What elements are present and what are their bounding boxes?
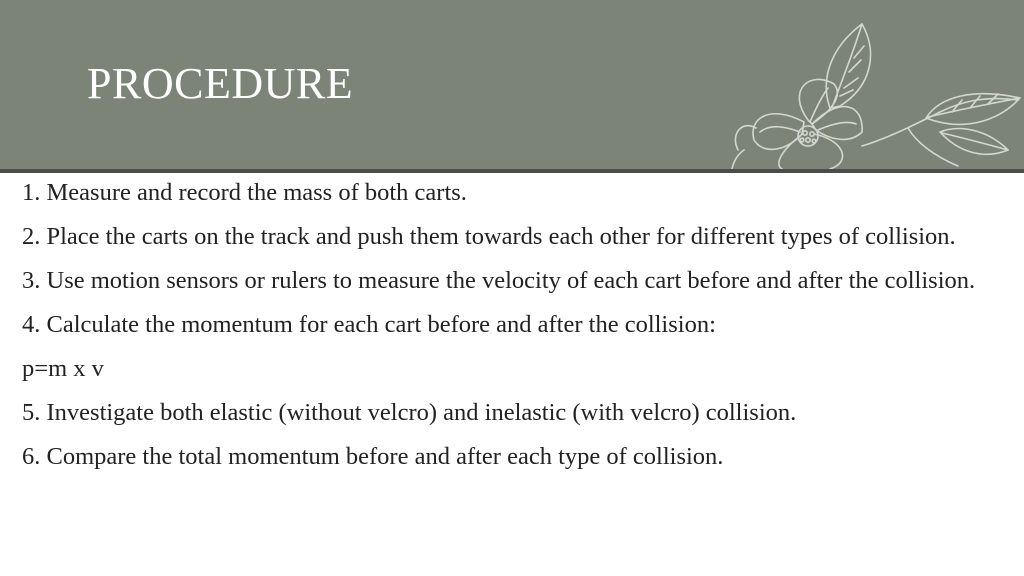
- procedure-step-4: 4. Calculate the momentum for each cart before and after the collision:: [22, 311, 716, 338]
- procedure-steps: [22, 177, 982, 485]
- procedure-step-5: 5. Investigate both elastic (without velcro) and inelastic (with velcro) collision.: [22, 399, 797, 426]
- procedure-step-2: 2. Place the carts on the track and push them towards each other for different types of collision.: [22, 223, 956, 250]
- floral-line-art-icon: [712, 0, 1024, 169]
- procedure-step-3: 3. Use motion sensors or rulers to measure the velocity of each cart before and after the collision.: [22, 267, 976, 294]
- title-banner: [0, 0, 1024, 169]
- header-divider: [0, 169, 1024, 173]
- procedure-step-6: 6. Compare the total momentum before and after each type of collision.: [22, 443, 724, 470]
- momentum-formula: p=m x v: [22, 355, 104, 382]
- slide-title: PROCEDURE: [87, 59, 354, 108]
- procedure-step-1: 1. Measure and record the mass of both carts.: [22, 179, 467, 206]
